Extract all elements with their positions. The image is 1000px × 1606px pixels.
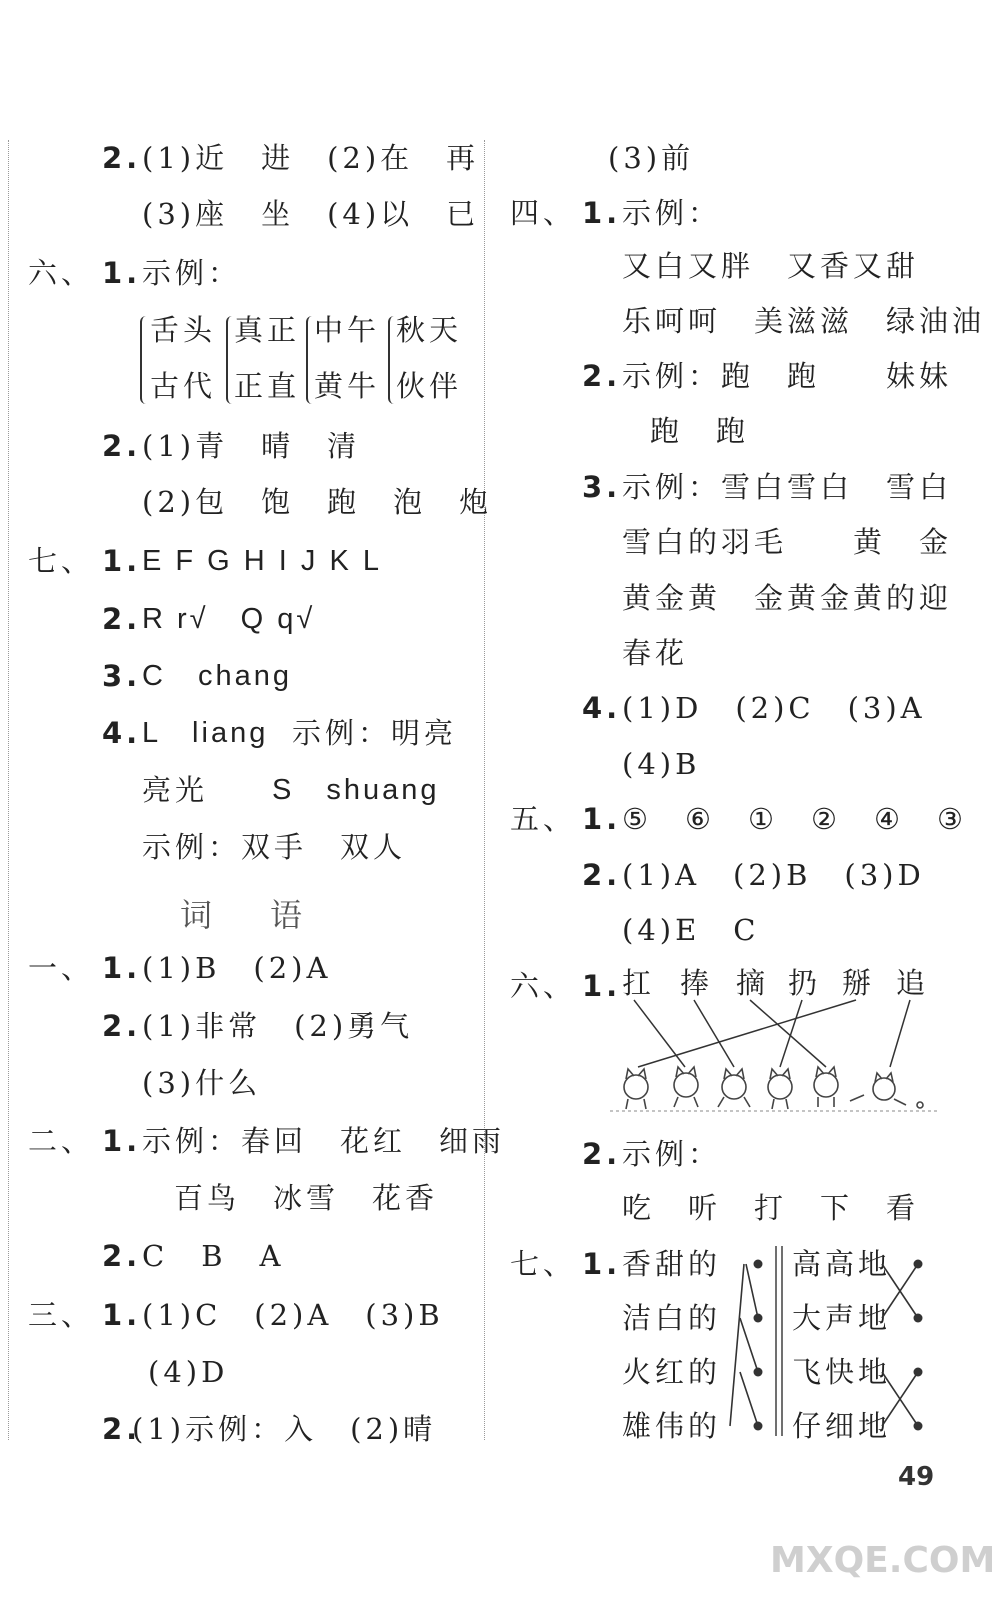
answer-text: 又白又胖 又香又甜 [622,249,920,283]
match-line [750,1000,826,1067]
answer-text: 亮光 [142,773,209,807]
adverb-word: 仔细地 [792,1409,892,1443]
answer-text: (3)前 [608,141,695,175]
item-number: 1. [102,951,142,985]
match-line [694,1000,734,1067]
answer-text: (2)包 饱 跑 泡 炮 [142,485,493,519]
section-marker: 五、 [510,802,577,836]
answer-text: 春花 [622,636,689,670]
answer-text: (1)非常 (2)勇气 [142,1009,414,1043]
cat-figures [624,1067,923,1109]
answer-text: 示例： [622,1137,722,1171]
adverb-word: 高高地 [792,1247,892,1281]
item-number: 1. [102,1298,142,1332]
item-number: 2. [582,359,622,393]
item-number: 1. [582,802,622,836]
section-marker: 三、 [28,1298,95,1332]
section-marker: 一、 [28,951,95,985]
left-margin-line [8,140,9,1440]
answer-text: (3)什么 [142,1066,262,1100]
brace [140,316,150,404]
section-marker: 七、 [510,1247,577,1281]
answer-text: 吃 听 打 下 看 [622,1191,920,1225]
section-marker: 六、 [510,969,577,1003]
answer-text: (1)近 进 (2)在 再 [142,141,480,175]
word-group-item: 秋天 [396,313,463,347]
section-marker: 二、 [28,1124,95,1158]
item-number: 4. [102,716,142,750]
verb-word: 掰 [842,966,876,1000]
adjective-word: 火红的 [622,1355,722,1389]
item-number: 2. [582,1137,622,1171]
watermark: MXQE.COM [770,1540,996,1581]
verb-word: 摘 [736,966,770,1000]
section-marker: 七、 [28,544,95,578]
item-number: 1. [102,544,142,578]
answer-text: 示例：跑 跑 妹妹 [622,359,953,393]
answer-text: (1)D (2)C (3)A [622,691,926,725]
verb-word: 捧 [680,966,714,1000]
item-number: 1. [582,969,622,1003]
word-group-item: 黄牛 [314,369,381,403]
column-divider [484,140,485,1440]
cat-matching-illustration [610,995,950,1115]
verb-word: 扛 [622,966,656,1000]
item-number: 2. [102,429,142,463]
adjective-word: 香甜的 [622,1247,722,1281]
word-group-item: 舌头 [150,313,217,347]
adverb-word: 飞快地 [792,1355,892,1389]
verb-word: 追 [896,966,930,1000]
section-marker: 四、 [510,196,577,230]
answer-text: 示例： [622,196,722,230]
answer-text: (4)B [622,747,701,781]
answer-text: C B A [142,1239,285,1273]
answer-text: 雪白的羽毛 黄 金 [622,525,953,559]
word-group-item: 正直 [234,369,301,403]
answer-text: (3)座 坐 (4)以 已 [142,197,480,231]
adverb-word: 大声地 [792,1301,892,1335]
answer-text: S shuang [272,774,440,806]
answer-text: 示例： [142,256,242,290]
item-number: 1. [582,1247,622,1281]
answer-text: ⑤ ⑥ ① ② ④ ③ [622,802,967,836]
answer-text: L liang [142,717,269,749]
item-number: 3. [582,470,622,504]
word-group-item: 古代 [150,369,217,403]
answer-text: 百鸟 冰雪 花香 [174,1181,439,1215]
word-group-item: 中午 [314,313,381,347]
section-marker: 六、 [28,256,95,290]
answer-text: 示例：雪白雪白 雪白 [622,470,953,504]
answer-text: (4)D [148,1355,229,1389]
match-line [634,1000,685,1067]
answer-text: 跑 跑 [650,414,750,448]
answer-text: 示例：明亮 [292,716,458,750]
answer-text: 示例：双手 双人 [142,830,407,864]
answer-text: R r√ Q q√ [142,603,316,635]
item-number: 3. [102,659,142,693]
item-number: 1. [102,1124,142,1158]
answer-text: E F G H I J K L [142,545,382,577]
answer-text: C chang [142,660,292,692]
answer-text: (4)E C [622,913,760,947]
answer-text: 黄金黄 金黄金黄的迎 [622,581,953,615]
item-number: 2. [102,602,142,636]
word-group-item: 伙伴 [396,369,463,403]
adjective-word: 雄伟的 [622,1409,722,1443]
item-number: 2. [102,1009,142,1043]
adjective-word: 洁白的 [622,1301,722,1335]
item-number: 2. [102,141,142,175]
answer-text: 乐呵呵 美滋滋 绿油油 [622,304,986,338]
answer-text: (1)A (2)B (3)D [622,858,925,892]
answer-text: 示例：春回 花红 细雨 [142,1124,506,1158]
item-number: 2. [582,858,622,892]
match-line [780,1000,802,1067]
verb-word: 扔 [788,966,822,1000]
match-line [890,1000,910,1067]
item-number: 2. [102,1412,142,1446]
item-number: 1. [582,196,622,230]
answer-text: (1)青 晴 清 [142,429,361,463]
item-number: 2. [102,1239,142,1273]
word-group-item: 真正 [234,313,301,347]
match-line [638,1000,856,1067]
item-number: 4. [582,691,622,725]
answer-text: (1)示例：入 (2)晴 [132,1412,437,1446]
word-matching-lines [710,1240,950,1440]
answer-text: (1)C (2)A (3)B [142,1298,444,1332]
answer-text: (1)B (2)A [142,951,332,985]
item-number: 1. [102,256,142,290]
section-heading: 词语 [180,896,361,934]
page-number: 49 [898,1462,935,1492]
